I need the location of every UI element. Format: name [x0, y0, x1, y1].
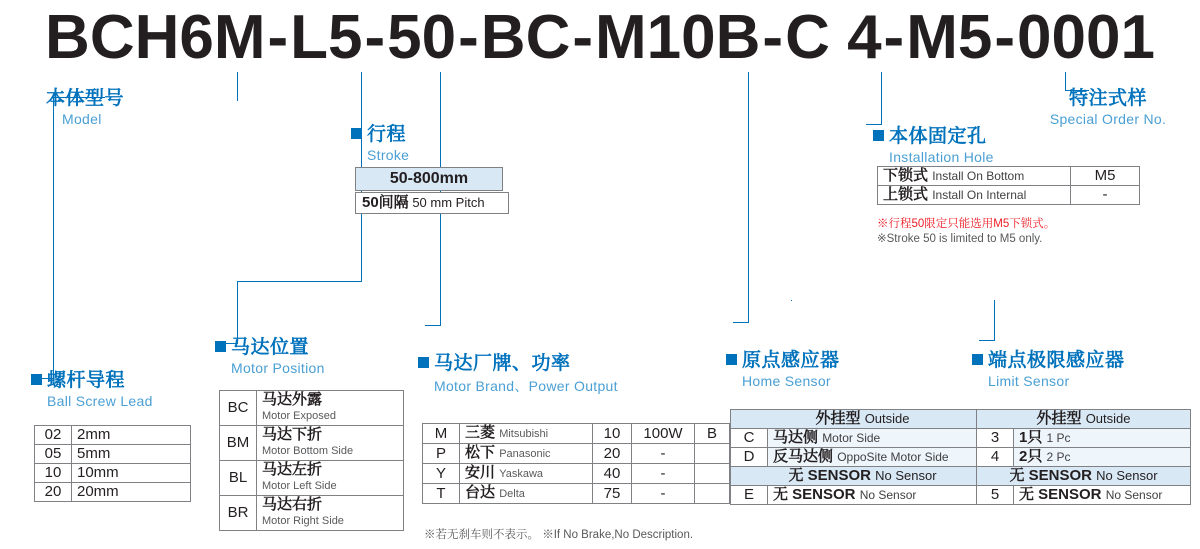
power-value: -: [632, 484, 695, 504]
home-sensor-table: [730, 409, 995, 505]
home-sensor-no-sensor-cn: 无 SENSOR: [788, 467, 871, 484]
limit-sensor-no-sensor-header: [977, 467, 1191, 486]
callout-motor-brand-label-cn: 马达厂牌、功率: [434, 353, 571, 374]
motor-position-en: Motor Right Side: [262, 515, 344, 527]
limit-sensor-desc: [1014, 486, 1191, 505]
home-sensor-en: OppoSite Motor Side: [837, 450, 949, 464]
home-sensor-no-sensor-en: No Sensor: [875, 468, 937, 483]
lead-value: 5mm: [72, 445, 191, 464]
brake-code: [695, 444, 730, 464]
power-code: 75: [593, 484, 632, 504]
brand-code: P: [423, 444, 460, 464]
callout-installation-hole: [873, 121, 994, 165]
callout-ball-screw-label-en: Ball Screw Lead: [47, 393, 153, 409]
table-row: [731, 448, 995, 467]
home-sensor-desc: [768, 448, 995, 467]
callout-special-label-cn: 特注式样: [1068, 88, 1147, 109]
install-bottom-cell: [878, 167, 1071, 186]
leader-line-installation: [881, 72, 882, 124]
bullet-square-icon: [215, 341, 226, 352]
motor-position-en: Motor Exposed: [262, 410, 336, 422]
table-row: [35, 464, 191, 483]
table-row: [878, 167, 1140, 186]
installation-note-cn: ※行程50限定只能选用M5下锁式。: [877, 218, 1056, 230]
motor-position-en: Motor Left Side: [262, 480, 337, 492]
install-bottom-en: Install On Bottom: [932, 169, 1025, 183]
part-separator: -: [883, 3, 905, 72]
lead-code: 20: [35, 483, 72, 502]
callout-special-label-en: Special Order No.: [1049, 111, 1167, 127]
part-segment-install-hole: M5: [906, 3, 993, 72]
bullet-square-icon: [351, 128, 362, 139]
leader-line-ball-screw: [237, 72, 238, 101]
motor-position-desc: [257, 391, 404, 426]
motor-position-en: Motor Bottom Side: [262, 445, 354, 457]
table-row: [220, 461, 404, 496]
home-sensor-header: [731, 410, 995, 429]
callout-stroke-label-cn: 行程: [367, 124, 407, 145]
install-internal-cn: 上锁式: [883, 186, 929, 203]
callout-installation-label-cn: 本体固定孔: [889, 126, 987, 147]
table-row: [731, 486, 995, 505]
bullet-square-icon: [726, 354, 737, 365]
callout-motor-position: [215, 332, 325, 376]
limit-sensor-header-en: Outside: [1085, 411, 1131, 426]
home-sensor-code: D: [731, 448, 768, 467]
callout-home-sensor-label-cn: 原点感应器: [742, 350, 840, 371]
callout-motor-position-label-en: Motor Position: [231, 360, 325, 376]
callout-model: [46, 83, 124, 127]
leader-line-limit-sensor: [791, 300, 792, 301]
brand-name-en: Yaskawa: [499, 468, 544, 480]
lead-code: 05: [35, 445, 72, 464]
installation-note-en: ※Stroke 50 is limited to M5 only.: [877, 233, 1043, 245]
install-internal-en: Install On Internal: [932, 188, 1027, 202]
brake-code: B: [695, 424, 730, 444]
brand-name: [460, 424, 593, 444]
lead-value: 10mm: [72, 464, 191, 483]
brake-code: [695, 464, 730, 484]
limit-sensor-en: No Sensor: [1105, 488, 1163, 502]
home-sensor-desc: [768, 429, 995, 448]
stroke-pitch-cn: 50间隔: [362, 194, 409, 211]
home-sensor-cn: 马达侧: [773, 429, 819, 446]
table-row: [423, 464, 730, 484]
install-bottom-cn: 下锁式: [883, 167, 929, 184]
part-segment-stroke: 50: [387, 3, 457, 72]
install-internal-cell: [878, 186, 1071, 205]
callout-stroke-label-en: Stroke: [367, 147, 410, 163]
motor-brand-note: [424, 528, 693, 542]
table-row: [35, 445, 191, 464]
motor-brand-note-cn: ※若无刹车则不表示。: [424, 529, 539, 541]
part-separator: -: [762, 3, 784, 72]
part-segment-sensor: C 4: [785, 3, 882, 72]
motor-position-table: [219, 390, 404, 531]
callout-home-sensor: [726, 345, 840, 389]
table-row: [220, 391, 404, 426]
lead-value: 20mm: [72, 483, 191, 502]
stroke-range-box: [355, 167, 503, 191]
callout-model-label-en: Model: [62, 111, 102, 127]
part-segment-motor-position: BC: [480, 3, 571, 72]
motor-position-cn: 马达外露: [262, 391, 323, 408]
install-internal-value: -: [1071, 186, 1140, 205]
power-code: 10: [593, 424, 632, 444]
part-separator: -: [994, 3, 1015, 72]
leader-line-model-down: [53, 156, 54, 378]
bullet-square-icon: [972, 354, 983, 365]
brand-name: [460, 444, 593, 464]
limit-sensor-cn: 2只: [1019, 448, 1043, 465]
stroke-pitch-en: 50 mm Pitch: [412, 195, 485, 210]
leader-line-motor-brand: [425, 325, 441, 326]
motor-position-desc: [257, 426, 404, 461]
motor-position-desc: [257, 461, 404, 496]
limit-sensor-no-sensor-cn: 无 SENSOR: [1009, 467, 1092, 484]
limit-sensor-code: 4: [977, 448, 1014, 467]
brand-name: [460, 484, 593, 504]
table-row: [977, 467, 1191, 486]
table-row: [977, 429, 1191, 448]
brand-name-cn: 松下: [465, 444, 496, 461]
table-row: [731, 410, 995, 429]
brand-name-cn: 安川: [465, 464, 496, 481]
limit-sensor-code: 3: [977, 429, 1014, 448]
home-sensor-cn: 反马达侧: [773, 448, 834, 465]
home-sensor-cn: 无 SENSOR: [773, 486, 856, 503]
brand-name-cn: 三菱: [465, 424, 496, 441]
brand-name-en: Panasonic: [499, 448, 551, 460]
motor-brand-table: [422, 423, 730, 504]
installation-hole-table: [877, 166, 1140, 205]
part-segment-model: BCH6M: [45, 3, 266, 72]
home-sensor-header-cn: 外挂型: [815, 410, 861, 427]
table-row: [220, 496, 404, 531]
table-row: [878, 186, 1140, 205]
brand-name-en: Delta: [499, 488, 525, 500]
motor-brand-note-en: ※If No Brake,No Description.: [542, 529, 694, 541]
bullet-square-icon: [873, 130, 884, 141]
callout-model-label-cn: 本体型号: [46, 88, 125, 109]
limit-sensor-desc: [1014, 429, 1191, 448]
home-sensor-no-sensor-header: [731, 467, 995, 486]
callout-motor-position-label-cn: 马达位置: [231, 337, 310, 358]
motor-position-cn: 马达左折: [262, 461, 323, 478]
part-separator: -: [572, 3, 594, 72]
part-number-headline: [0, 2, 1200, 72]
leader-line-stroke: [361, 72, 362, 101]
brand-code: Y: [423, 464, 460, 484]
power-code: 20: [593, 444, 632, 464]
table-row: [423, 484, 730, 504]
power-value: 100W: [632, 424, 695, 444]
home-sensor-desc: [768, 486, 995, 505]
limit-sensor-en: 2 Pc: [1046, 450, 1071, 464]
table-row: [35, 483, 191, 502]
stroke-pitch-box: [355, 192, 509, 214]
part-segment-special-order: 0001: [1017, 3, 1155, 72]
lead-code: 10: [35, 464, 72, 483]
part-separator: -: [364, 3, 386, 72]
home-sensor-en: No Sensor: [859, 488, 917, 502]
home-sensor-header-en: Outside: [864, 411, 910, 426]
callout-special-order: [1023, 83, 1193, 127]
callout-limit-sensor-label-cn: 端点极限感应器: [988, 350, 1125, 371]
table-row: [731, 467, 995, 486]
limit-sensor-no-sensor-en: No Sensor: [1096, 468, 1158, 483]
limit-sensor-header-cn: 外挂型: [1036, 410, 1082, 427]
table-row: [731, 429, 995, 448]
motor-position-desc: [257, 496, 404, 531]
brand-name: [460, 464, 593, 484]
callout-ball-screw-label-cn: 螺杆导程: [47, 370, 126, 391]
callout-installation-label-en: Installation Hole: [889, 149, 994, 165]
part-separator: -: [267, 3, 289, 72]
leader-line-limit-sensor-v: [994, 300, 995, 340]
part-segment-motor-brand: M10B: [595, 3, 761, 72]
limit-sensor-desc: [1014, 448, 1191, 467]
leader-line-limit-sensor-h: [979, 340, 995, 341]
limit-sensor-cn: 无 SENSOR: [1019, 486, 1102, 503]
limit-sensor-table: [976, 409, 1191, 505]
lead-code: 02: [35, 426, 72, 445]
table-row: [423, 424, 730, 444]
leader-line-home-sensor: [748, 72, 749, 322]
callout-limit-sensor-label-en: Limit Sensor: [988, 373, 1070, 389]
bullet-square-icon: [31, 374, 42, 385]
home-sensor-en: Motor Side: [822, 431, 881, 445]
callout-home-sensor-label-en: Home Sensor: [742, 373, 831, 389]
home-sensor-code: C: [731, 429, 768, 448]
limit-sensor-cn: 1只: [1019, 429, 1043, 446]
install-bottom-value: M5: [1071, 167, 1140, 186]
callout-motor-brand: [418, 348, 618, 396]
ball-screw-lead-table: [34, 425, 191, 502]
table-row: [220, 426, 404, 461]
brake-code: [695, 484, 730, 504]
motor-position-cn: 马达下折: [262, 426, 323, 443]
stroke-range-value: 50-800mm: [389, 170, 469, 187]
limit-sensor-header: [977, 410, 1191, 429]
callout-limit-sensor: [972, 345, 1125, 389]
lead-value: 2mm: [72, 426, 191, 445]
table-row: [423, 444, 730, 464]
motor-position-code: BM: [220, 426, 257, 461]
table-row: [977, 448, 1191, 467]
power-value: -: [632, 464, 695, 484]
limit-sensor-code: 5: [977, 486, 1014, 505]
table-row: [35, 426, 191, 445]
brand-code: M: [423, 424, 460, 444]
limit-sensor-en: 1 Pc: [1046, 431, 1071, 445]
table-row: [977, 486, 1191, 505]
part-separator: -: [458, 3, 479, 72]
table-row: [977, 410, 1191, 429]
brand-name-en: Mitsubishi: [499, 428, 549, 440]
power-value: -: [632, 444, 695, 464]
brand-code: T: [423, 484, 460, 504]
callout-stroke: [351, 119, 409, 163]
callout-ball-screw-lead: [31, 365, 153, 409]
motor-position-cn: 马达右折: [262, 496, 323, 513]
leader-line-motor-position-top: [237, 281, 362, 282]
bullet-square-icon: [418, 357, 429, 368]
part-segment-lead: L5: [290, 3, 363, 72]
callout-motor-brand-label-en: Motor Brand、Power Output: [434, 378, 618, 394]
home-sensor-code: E: [731, 486, 768, 505]
brand-name-cn: 台达: [465, 484, 496, 501]
leader-line-home-sensor: [733, 322, 749, 323]
motor-position-code: BL: [220, 461, 257, 496]
power-code: 40: [593, 464, 632, 484]
motor-position-code: BR: [220, 496, 257, 531]
motor-position-code: BC: [220, 391, 257, 426]
